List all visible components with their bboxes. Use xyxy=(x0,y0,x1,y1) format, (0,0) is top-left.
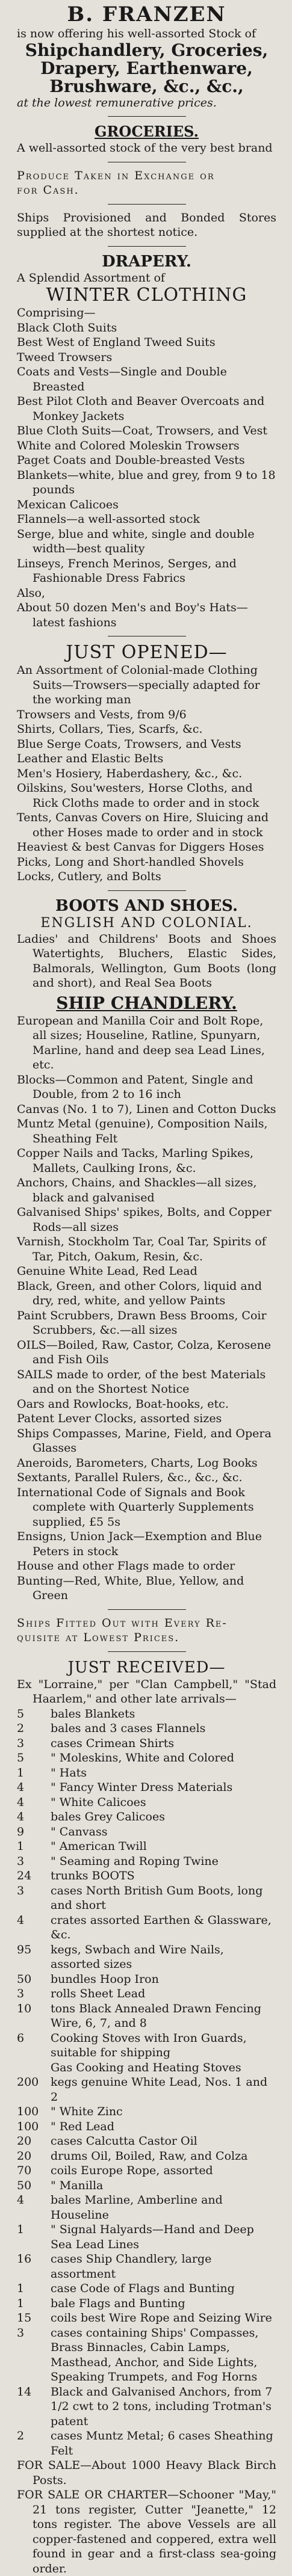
list-item: Flannels—a well-assorted stock xyxy=(17,513,200,526)
received-qty: 15 xyxy=(17,2311,32,2325)
ships-fitted-2: quisite at Lowest Prices. xyxy=(17,1631,180,1644)
received-item: coils best Wire Rope and Seizing Wire xyxy=(51,2311,272,2325)
received-item: Gas Cooking and Heating Stoves xyxy=(51,2060,241,2074)
merchant-name: B. FRANZEN xyxy=(67,2,226,26)
received-row xyxy=(17,1795,276,1810)
received-row xyxy=(17,2385,276,2429)
list-item: Serge, blue and white, single and double width—best quality xyxy=(17,527,255,555)
list-item: Galvanised Ships' spikes, Bolts, and Copper Rods—all sizes xyxy=(17,1206,272,1234)
received-item: kegs genuine White Lead, Nos. 1 and 2 xyxy=(51,2075,268,2104)
received-qty: 100 xyxy=(17,2105,39,2118)
received-row xyxy=(17,2326,276,2385)
received-row xyxy=(17,2193,276,2222)
list-item: Ships Compasses, Marine, Field, and Opera Glasses xyxy=(17,1426,272,1455)
received-qty: 4 xyxy=(17,1913,25,1927)
received-qty: 5 xyxy=(17,1751,25,1764)
just-opened-list xyxy=(17,663,276,884)
list-item: Ensigns, Union Jack—Exemption and Blue Peters in stock xyxy=(17,1530,262,1558)
received-item: cases containing Ships' Compasses, Brass Binnacles, Cabin Lamps, Masthead, Anchor, and Side Lights, Speaking Trumpets, and Fog Horns xyxy=(51,2326,259,2383)
received-qty: 1 xyxy=(17,1766,25,1779)
received-title: JUST RECEIVED— xyxy=(67,1658,226,1677)
list-item: Tents, Canvas Covers on Hire, Sluicing and other Hoses made to order and in stock xyxy=(17,811,269,839)
received-qty: 70 xyxy=(17,2164,32,2177)
received-row xyxy=(17,2119,276,2134)
list-item: Muntz Metal (genuine), Composition Nails, Sheathing Felt xyxy=(17,1117,268,1145)
received-item: coils Europe Rope, assorted xyxy=(51,2164,213,2177)
received-row xyxy=(17,1986,276,2001)
received-row xyxy=(17,2031,276,2060)
divider xyxy=(108,246,186,247)
received-item: " Manilla xyxy=(51,2178,104,2192)
received-qty: 3 xyxy=(17,2326,25,2340)
list-item: SAILS made to order, of the best Materials and on the Shortest Notice xyxy=(17,1367,266,1396)
divider xyxy=(108,890,186,891)
received-item: " Hats xyxy=(51,1766,87,1779)
received-item: " Moleskins, White and Colored xyxy=(51,1751,234,1764)
groceries-title: GROCERIES. xyxy=(94,123,199,140)
received-item: cases Calcutta Castor Oil xyxy=(51,2134,197,2148)
received-row xyxy=(17,2252,276,2281)
received-qty: 1 xyxy=(17,2282,25,2295)
received-row xyxy=(17,1913,276,1943)
list-item: Canvas (No. 1 to 7), Linen and Cotton Ducks xyxy=(17,1102,276,1116)
received-row xyxy=(17,1972,276,1987)
received-item: bales and 3 cases Flannels xyxy=(51,1722,206,1735)
list-item: Paint Scrubbers, Drawn Bess Brooms, Coir Scrubbers, &c.—all sizes xyxy=(17,1308,267,1337)
received-row xyxy=(17,1839,276,1854)
boots-title: BOOTS AND SHOES. xyxy=(55,896,238,915)
received-qty: 5 xyxy=(17,1707,25,1721)
list-item: Anchors, Chains, and Shackles—all sizes, black and galvanised xyxy=(17,1176,257,1204)
received-item: Black and Galvanised Anchors, from 7 1/2 cwt to 2 tons, including Trotman's patent xyxy=(51,2385,273,2428)
list-item: OILS—Boiled, Raw, Castor, Colza, Kerosene and Fish Oils xyxy=(17,1338,272,1366)
received-item: crates assorted Earthen & Glassware, &c. xyxy=(51,1913,272,1941)
received-row xyxy=(17,2178,276,2193)
heading-shipchandlery: Shipchandlery, Groceries, xyxy=(25,40,269,60)
list-item: Blue Serge Coats, Trowsers, and Vests xyxy=(17,737,241,751)
received-row xyxy=(17,1751,276,1766)
received-qty: 50 xyxy=(17,2178,32,2192)
list-item: Bunting—Red, White, Blue, Yellow, and Green xyxy=(17,1574,244,1602)
received-qty: 3 xyxy=(17,1884,25,1897)
list-item: Shirts, Collars, Ties, Scarfs, &c. xyxy=(17,723,203,736)
received-item: drums Oil, Boiled, Raw, and Colza xyxy=(51,2149,248,2163)
list-item: Linseys, French Merinos, Serges, and Fashionable Dress Fabrics xyxy=(17,556,237,585)
chandlery-list xyxy=(17,1014,276,1603)
received-row xyxy=(17,1884,276,1913)
divider xyxy=(108,1609,186,1610)
list-item: Varnish, Stockholm Tar, Coal Tar, Spirits of Tar, Pitch, Oakum, Resin, &c. xyxy=(17,1235,266,1263)
received-qty: 1 xyxy=(17,2296,25,2310)
list-item: International Code of Signals and Book complete with Quarterly Supplements supplied, £5 5s xyxy=(17,1485,254,1529)
list-item: About 50 dozen Men's and Boy's Hats—latest fashions xyxy=(17,601,248,629)
received-item: cases Crimean Shirts xyxy=(51,1736,175,1750)
groceries-text: A well-assorted stock of the very best brand xyxy=(17,141,273,155)
list-item: Best West of England Tweed Suits xyxy=(17,336,216,349)
list-item: An Assortment of Colonial-made Clothing Suits—Trowsers—specially adapted for the working man xyxy=(17,664,260,706)
received-qty: 95 xyxy=(17,1943,32,1956)
chandlery-title: SHIP CHANDLERY. xyxy=(56,993,237,1013)
received-row xyxy=(17,2281,276,2296)
list-item: Blue Cloth Suits—Coat, Trowsers, and Vest xyxy=(17,424,267,437)
received-qty: 2 xyxy=(17,1722,25,1735)
boots-sub: ENGLISH AND COLONIAL. xyxy=(40,915,253,931)
produce-line-2: for Cash. xyxy=(17,183,79,197)
received-item: " American Twill xyxy=(51,1840,147,1853)
divider xyxy=(108,116,186,117)
received-item: " Fancy Winter Dress Materials xyxy=(51,1781,233,1794)
received-row xyxy=(17,2001,276,2031)
list-item: Picks, Long and Short-handled Shovels xyxy=(17,855,244,869)
list-item: Mexican Calicoes xyxy=(17,498,119,511)
received-row xyxy=(17,1766,276,1781)
received-qty: 3 xyxy=(17,1987,25,2000)
list-item: Oars and Rowlocks, Boat-hooks, etc. xyxy=(17,1397,229,1411)
produce-line-1: Produce Taken in Exchange or xyxy=(17,168,215,182)
received-row xyxy=(17,2075,276,2104)
drapery-sub: A Splendid Assortment of xyxy=(17,271,165,285)
drapery-comprising: Comprising— xyxy=(17,306,96,319)
received-item: " Canvass xyxy=(51,1825,108,1838)
received-row xyxy=(17,1869,276,1884)
prices-line: at the lowest remunerative prices. xyxy=(17,96,217,109)
received-row xyxy=(17,1825,276,1840)
received-row xyxy=(17,1707,276,1722)
list-item: Coats and Vests—Single and Double Breasted xyxy=(17,365,227,393)
list-item: Locks, Cutlery, and Bolts xyxy=(17,870,161,883)
received-qty: 1 xyxy=(17,2223,25,2236)
received-item: tons Black Annealed Drawn Fencing Wire, 6, 7, and 8 xyxy=(51,2001,261,2030)
received-item: " White Calicoes xyxy=(51,1795,146,1809)
received-item: " Red Lead xyxy=(51,2119,114,2133)
received-item: bales Marline, Amberline and Houseline xyxy=(51,2193,223,2222)
received-item: cases Muntz Metal; 6 cases Sheathing Felt xyxy=(51,2429,273,2457)
received-row xyxy=(17,2296,276,2311)
received-qty xyxy=(17,2060,51,2075)
heading-brushware: Brushware, &c., &c., xyxy=(49,76,244,96)
received-qty: 200 xyxy=(17,2075,39,2089)
drapery-title: DRAPERY. xyxy=(102,252,191,271)
list-item: European and Manilla Coir and Bolt Rope, all sizes; Houseline, Ratline, Spunyarn, Marline, hand and deep sea Lead Lines, etc. xyxy=(17,1014,265,1071)
received-item: cases North British Gum Boots, long and short xyxy=(51,1884,263,1912)
drapery-list xyxy=(17,321,276,630)
received-row xyxy=(17,1721,276,1736)
list-item: Men's Hosiery, Haberdashery, &c., &c. xyxy=(17,766,243,780)
received-row xyxy=(17,2060,276,2075)
received-intro: Ex "Lorraine," per "Clan Campbell," "Stad Haarlem," and other late arrivals— xyxy=(17,1677,276,1706)
received-qty: 50 xyxy=(17,1972,32,1986)
received-qty: 4 xyxy=(17,1795,25,1809)
received-item: trunks BOOTS xyxy=(51,1869,135,1882)
received-item: " Signal Halyards—Hand and Deep Sea Lead Lines xyxy=(51,2223,254,2251)
received-item: bundles Hoop Iron xyxy=(51,1972,159,1986)
received-qty: 100 xyxy=(17,2119,39,2133)
boots-text: Ladies' and Childrens' Boots and Shoes Watertights, Bluchers, Elastic Sides, Balmorals, Wellington, Gum Boots (long and short), and Real Sea Boots xyxy=(17,932,276,990)
received-row xyxy=(17,2429,276,2458)
divider xyxy=(108,204,186,205)
received-row xyxy=(17,2104,276,2119)
received-row xyxy=(17,2222,276,2252)
received-item: " White Zinc xyxy=(51,2105,123,2118)
received-item: kegs, Swbach and Wire Nails, assorted sizes xyxy=(51,1943,224,1971)
winter-clothing-title: WINTER CLOTHING xyxy=(46,285,247,306)
list-item: Heaviest & best Canvas for Diggers Hoses xyxy=(17,840,264,854)
received-list xyxy=(17,1707,276,2459)
received-qty: 9 xyxy=(17,1825,25,1838)
received-qty: 20 xyxy=(17,2134,32,2148)
received-row xyxy=(17,2311,276,2326)
just-opened-title: JUST OPENED— xyxy=(66,642,228,663)
received-qty: 14 xyxy=(17,2385,32,2399)
received-qty: 4 xyxy=(17,2193,25,2207)
received-qty: 1 xyxy=(17,1840,25,1853)
received-item: bale Flags and Bunting xyxy=(51,2296,185,2310)
received-row xyxy=(17,2134,276,2149)
list-item: House and other Flags made to order xyxy=(17,1559,235,1573)
heading-drapery-line: Drapery, Earthenware, xyxy=(40,58,253,78)
received-qty: 4 xyxy=(17,1781,25,1794)
received-qty: 6 xyxy=(17,2031,25,2045)
list-item: Paget Coats and Double-breasted Vests xyxy=(17,454,245,467)
received-item: cases Ship Chandlery, large assortment xyxy=(51,2252,212,2281)
list-item: Best Pilot Cloth and Beaver Overcoats and Monkey Jackets xyxy=(17,395,265,423)
list-item: Patent Lever Clocks, assorted sizes xyxy=(17,1412,222,1425)
received-item: bales Blankets xyxy=(51,1707,135,1721)
ships-stores: Ships Provisioned and Bonded Stores supplied at the shortest notice. xyxy=(17,211,276,239)
list-item: Blocks—Common and Patent, Single and Double, from 2 to 16 inch xyxy=(17,1073,253,1101)
list-item: Oilskins, Sou'westers, Horse Cloths, and Rick Cloths made to order and in stock xyxy=(17,781,259,810)
received-item: case Code of Flags and Bunting xyxy=(51,2282,235,2295)
received-row xyxy=(17,1943,276,1972)
received-qty: 3 xyxy=(17,1854,25,1868)
list-item: Blankets—white, blue and grey, from 9 to 18 pounds xyxy=(17,468,276,496)
list-item: Sextants, Parallel Rulers, &c., &c., &c. xyxy=(17,1471,243,1484)
list-item: Black Cloth Suits xyxy=(17,321,117,334)
list-item: Genuine White Lead, Red Lead xyxy=(17,1265,197,1278)
list-item: Tweed Trowsers xyxy=(17,350,113,364)
received-item: Cooking Stoves with Iron Guards, suitable for shipping xyxy=(51,2031,247,2059)
list-item: Black, Green, and other Colors, liquid and dry, red, white, and yellow Paints xyxy=(17,1279,262,1307)
received-item: bales Grey Calicoes xyxy=(51,1810,165,1823)
list-item: White and Colored Moleskin Trowsers xyxy=(17,439,240,452)
ships-fitted-1: Ships Fitted Out with Every Re- xyxy=(17,1616,228,1630)
list-item: Copper Nails and Tacks, Marling Spikes, Mallets, Caulking Irons, &c. xyxy=(17,1147,254,1175)
received-item: rolls Sheet Lead xyxy=(51,1987,146,2000)
received-row xyxy=(17,2149,276,2164)
for-sale-charter: FOR SALE OR CHARTER—Schooner "May," 21 tons register, Cutter "Jeanette," 12 tons register. The above Vessels are all copper-fastened and coppered, extra well found in gear and a first-class sea-going order. xyxy=(17,2488,276,2575)
received-row xyxy=(17,1854,276,1869)
received-row xyxy=(17,2163,276,2178)
list-item: Aneroids, Barometers, Charts, Log Books xyxy=(17,1456,258,1470)
received-item: " Seaming and Roping Twine xyxy=(51,1854,219,1868)
received-qty: 10 xyxy=(17,2001,32,2015)
list-item: Leather and Elastic Belts xyxy=(17,752,164,765)
received-row xyxy=(17,1810,276,1825)
received-qty: 3 xyxy=(17,1736,25,1750)
received-qty: 16 xyxy=(17,2252,32,2266)
received-qty: 20 xyxy=(17,2149,32,2163)
received-qty: 2 xyxy=(17,2429,25,2442)
list-item: Also, xyxy=(17,586,46,600)
list-item: Trowsers and Vests, from 9/6 xyxy=(17,707,187,721)
received-qty: 4 xyxy=(17,1810,25,1823)
received-qty: 24 xyxy=(17,1869,32,1882)
for-sale-posts: FOR SALE—About 1000 Heavy Black Birch Posts. xyxy=(17,2459,276,2487)
received-row xyxy=(17,1736,276,1751)
received-row xyxy=(17,1780,276,1795)
divider xyxy=(108,1651,186,1652)
intro-line: is now offering his well-assorted Stock of xyxy=(17,27,256,40)
